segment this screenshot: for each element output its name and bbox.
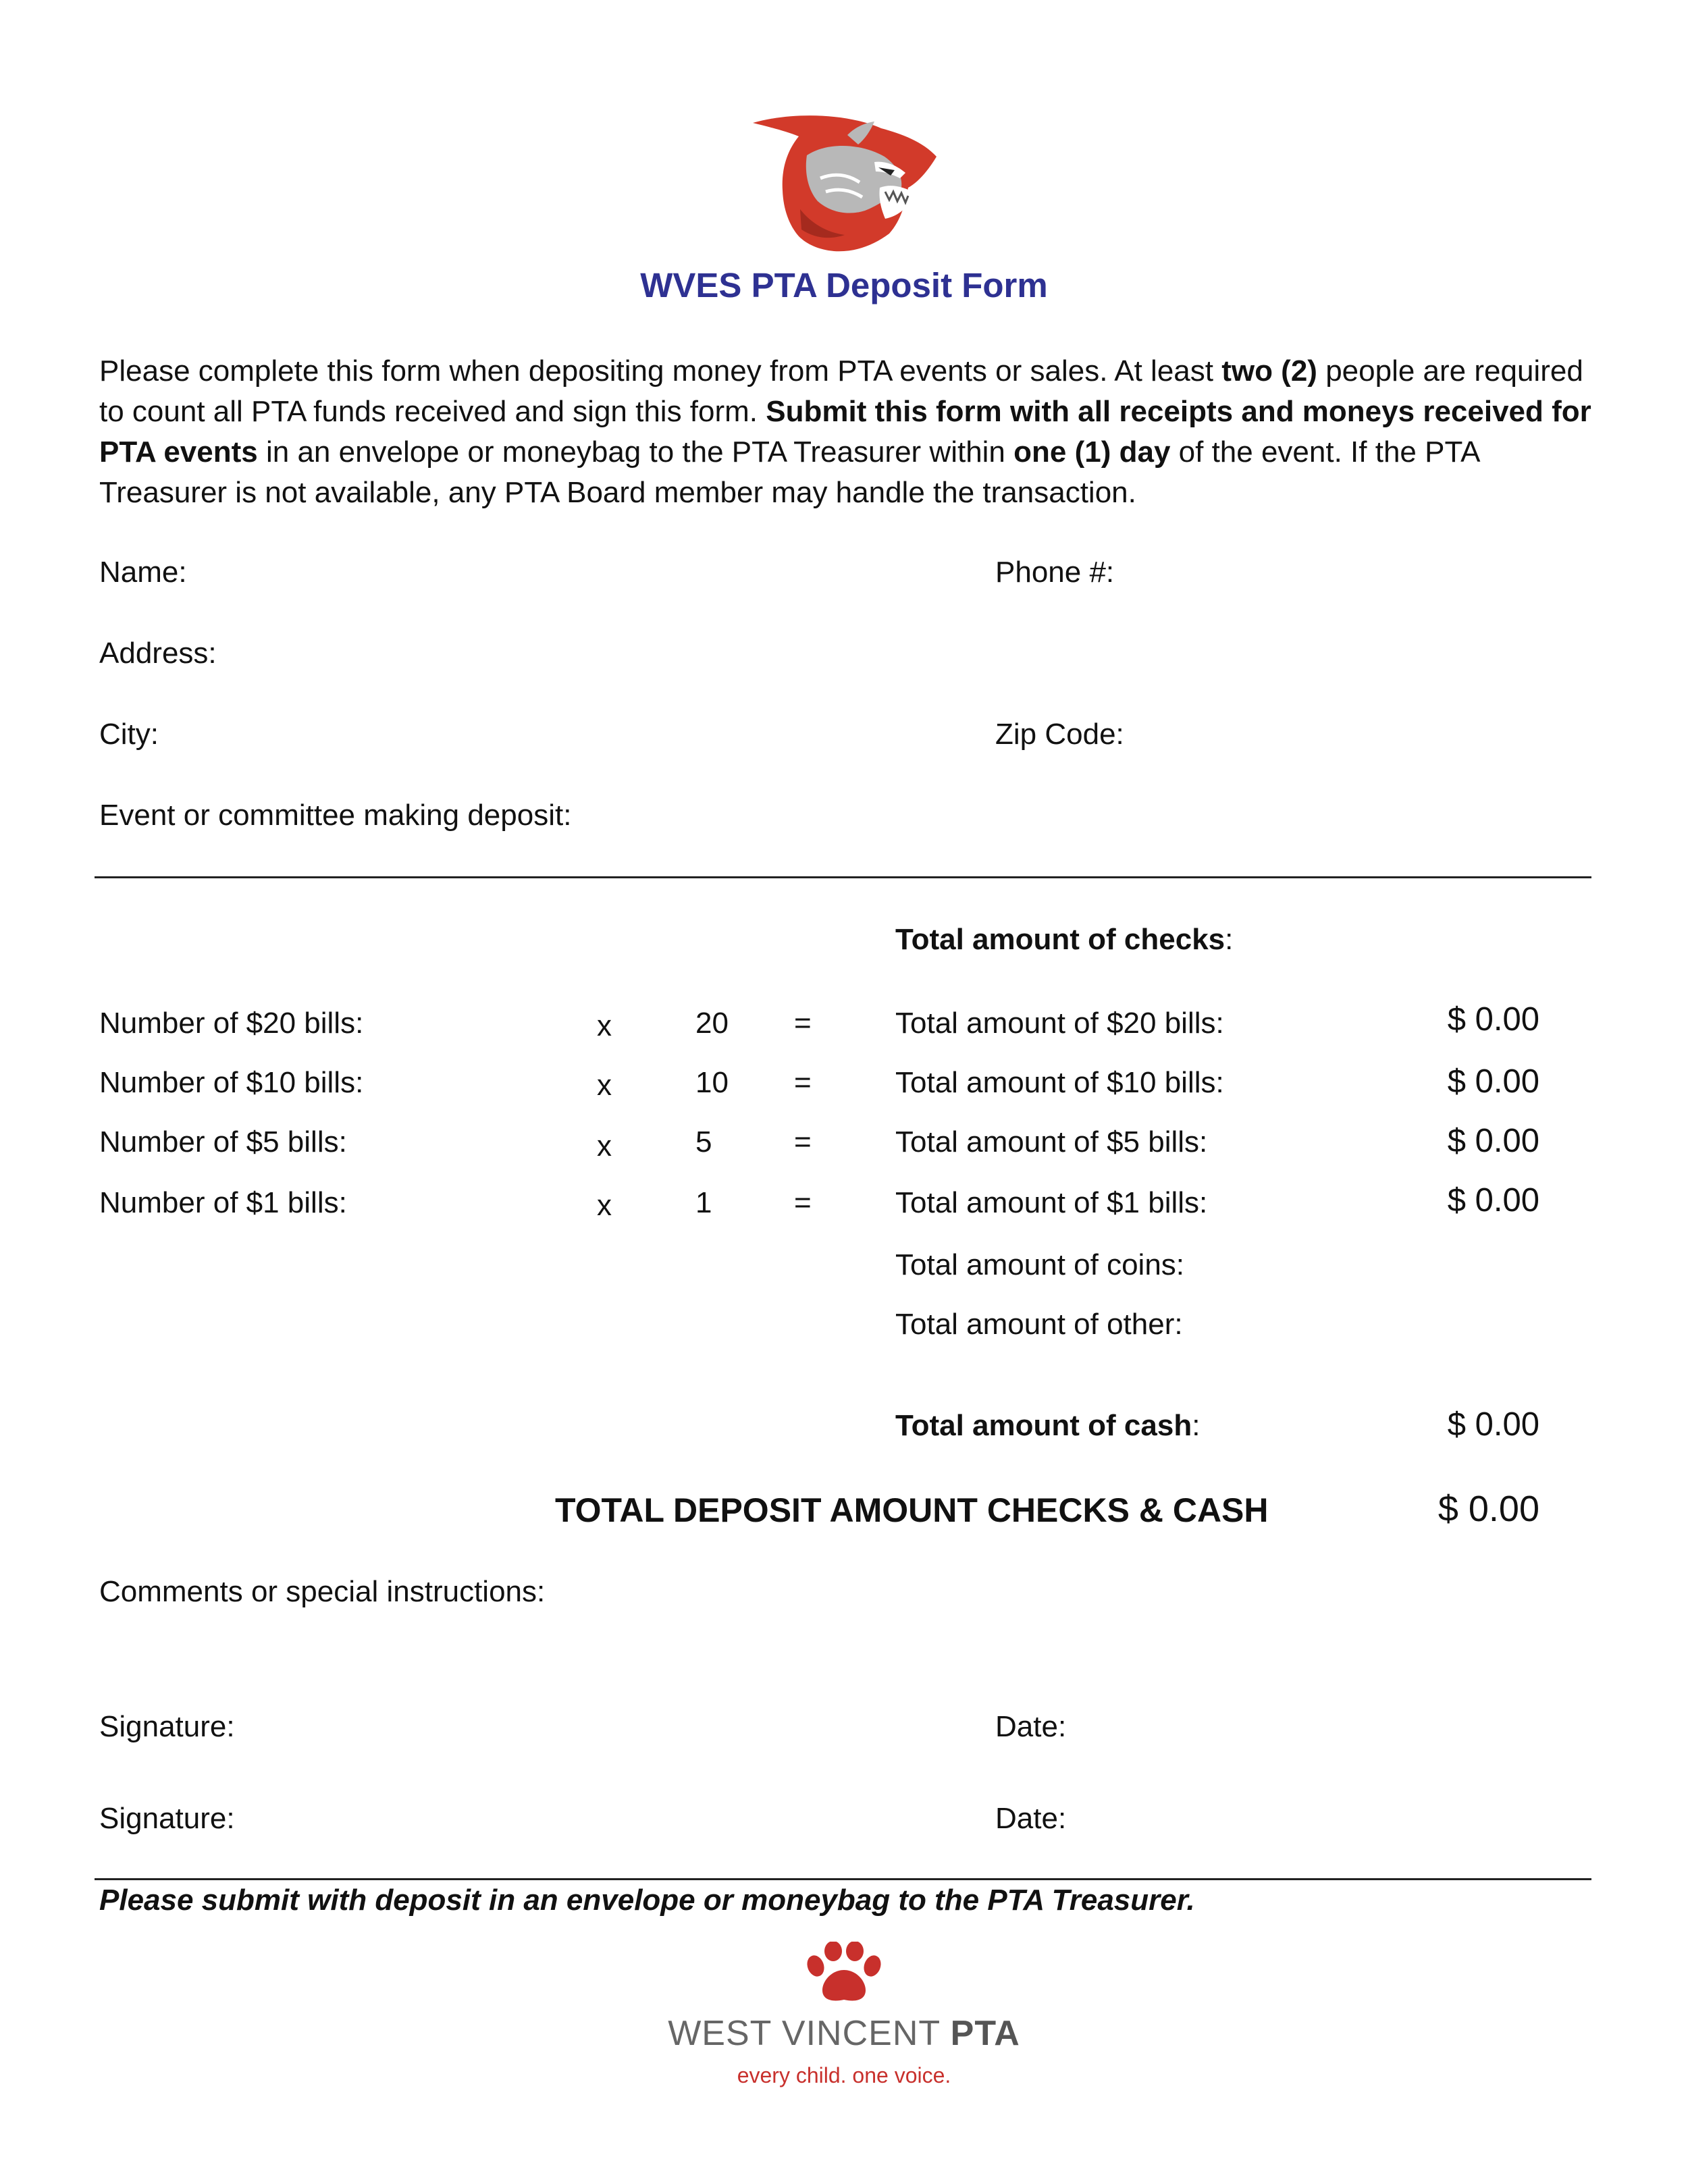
- bill-count-label[interactable]: Number of $20 bills:: [99, 1007, 364, 1040]
- multiplier: 5: [695, 1125, 712, 1158]
- bill-total-amount[interactable]: $ 0.00: [1447, 1182, 1539, 1219]
- brand-tagline: every child. one voice.: [737, 2063, 951, 2087]
- bill-total-label: Total amount of $5 bills:: [895, 1125, 1208, 1158]
- equals-sign: =: [794, 1125, 812, 1158]
- bill-total-amount[interactable]: $ 0.00: [1447, 1063, 1539, 1100]
- bill-count-label[interactable]: Number of $5 bills:: [99, 1125, 347, 1158]
- multiplier: 20: [695, 1007, 729, 1040]
- signature-label[interactable]: Signature:: [99, 1710, 235, 1743]
- times-sign: x: [597, 1069, 612, 1102]
- equals-sign: =: [794, 1007, 812, 1040]
- grand-total-amount[interactable]: $ 0.00: [1438, 1489, 1539, 1529]
- footer-note: Please submit with deposit in an envelope or moneybag to the PTA Treasurer.: [99, 1884, 1195, 1917]
- bill-total-label: Total amount of $20 bills:: [895, 1007, 1224, 1040]
- bill-count-label[interactable]: Number of $1 bills:: [99, 1186, 347, 1219]
- phone-field-label[interactable]: Phone #:: [995, 556, 1115, 589]
- name-field-label[interactable]: Name:: [99, 556, 187, 589]
- grand-total-label: TOTAL DEPOSIT AMOUNT CHECKS & CASH: [555, 1491, 1269, 1529]
- bill-total-label: Total amount of $1 bills:: [895, 1186, 1208, 1219]
- paw-print-icon: [805, 1942, 883, 2004]
- wildcat-mascot-icon: [746, 108, 945, 257]
- coins-total-label[interactable]: Total amount of coins:: [895, 1248, 1185, 1281]
- footer-divider: [95, 1878, 1591, 1880]
- multiplier: 10: [695, 1066, 729, 1099]
- city-field-label[interactable]: City:: [99, 718, 159, 751]
- address-field-label[interactable]: Address:: [99, 637, 217, 670]
- bill-total-label: Total amount of $10 bills:: [895, 1066, 1224, 1099]
- bill-total-amount[interactable]: $ 0.00: [1447, 1123, 1539, 1159]
- bill-total-amount[interactable]: $ 0.00: [1447, 1001, 1539, 1038]
- cash-total-label: Total amount of cash:: [895, 1409, 1201, 1442]
- multiplier: 1: [695, 1186, 712, 1219]
- comments-label[interactable]: Comments or special instructions:: [99, 1575, 546, 1608]
- other-total-label[interactable]: Total amount of other:: [895, 1308, 1183, 1341]
- date-label[interactable]: Date:: [995, 1802, 1067, 1835]
- brand-name: WEST VINCENT PTA: [668, 2014, 1020, 2053]
- times-sign: x: [597, 1009, 612, 1042]
- event-field-label[interactable]: Event or committee making deposit:: [99, 799, 572, 832]
- cash-total-amount[interactable]: $ 0.00: [1447, 1406, 1539, 1443]
- times-sign: x: [597, 1129, 612, 1163]
- signature-label[interactable]: Signature:: [99, 1802, 235, 1835]
- equals-sign: =: [794, 1066, 812, 1099]
- form-title: WVES PTA Deposit Form: [640, 266, 1048, 304]
- date-label[interactable]: Date:: [995, 1710, 1067, 1743]
- zip-field-label[interactable]: Zip Code:: [995, 718, 1124, 751]
- intro-paragraph: Please complete this form when depositing money from PTA events or sales. At least two (2) people are required to count all PTA funds received and sign this form. Submit this form with all receipts and moneys received for PTA events in an envelope or moneybag to the PTA Treasurer within one (1) day of the event. If the PTA Treasurer is not available, any PTA Board member may handle the transaction.: [99, 354, 1591, 509]
- checks-total-label: Total amount of checks:: [895, 923, 1234, 956]
- equals-sign: =: [794, 1186, 812, 1219]
- times-sign: x: [597, 1189, 612, 1222]
- section-divider: [95, 876, 1591, 878]
- bill-count-label[interactable]: Number of $10 bills:: [99, 1066, 364, 1099]
